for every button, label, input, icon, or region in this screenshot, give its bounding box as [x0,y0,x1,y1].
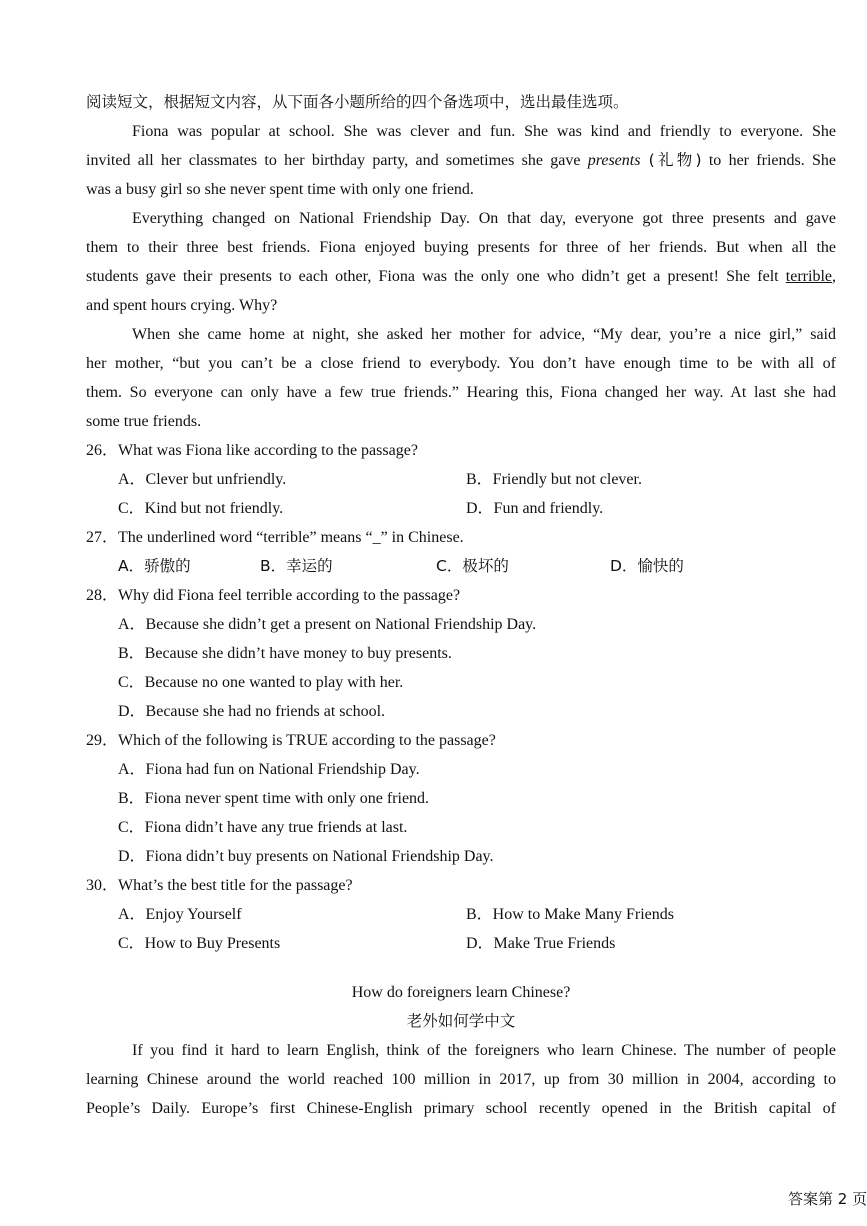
passage-line: If you find it hard to learn English, think of the foreigners who learn Chinese. The number of people [132,1042,836,1059]
option-c[interactable]: C．Kind but not friendly. [118,500,284,517]
passage-line: People’s Daily. Europe’s first Chinese-English primary school recently opened in the British capital of [86,1100,836,1117]
text-span: students gave their presents to each other, Fiona was the only one who didn’t get a present! She felt [86,268,786,285]
option-b[interactable]: B．Fiona never spent time with only one friend. [118,790,430,807]
chinese-gloss: (礼物) [640,151,702,169]
question-text: Why did Fiona feel terrible according to the passage? [118,587,461,604]
passage-line: learning Chinese around the world reached 100 million in 2017, up from 30 million in 2004, according to [86,1071,836,1088]
option-b[interactable]: B．How to Make Many Friends [466,906,674,923]
passage-line: was a busy girl so she never spent time with only one friend. [86,181,474,198]
passage-line: some true friends. [86,413,202,430]
question-number: 30． [86,877,119,894]
page-footer: 答案第 2 页 [788,1190,867,1208]
question-29 [86,726,836,871]
option-row [86,900,836,929]
text-span: to her friends. She [701,152,836,169]
question-26 [86,436,836,523]
passage-line: and spent hours crying. Why? [86,297,278,314]
question-number: 27． [86,529,119,546]
passage-title-chinese: 老外如何学中文 [406,1012,516,1030]
option-row [86,929,836,958]
question-number: 29． [86,732,119,749]
question-text: The underlined word “terrible” means “_” in Chinese. [118,529,464,546]
question-30 [86,871,836,958]
option-d[interactable]: D．Make True Friends [466,935,616,952]
option-c[interactable]: C．极坏的 [436,557,509,575]
passage-line: Everything changed on National Friendship Day. On that day, everyone got three presents and gave [132,210,836,227]
option-c[interactable]: C．Fiona didn’t have any true friends at last. [118,819,408,836]
passage-line: them. So everyone can only have a few true friends.” Hearing this, Fiona changed her way. At last she had [86,384,836,401]
option-c[interactable]: C．Because no one wanted to play with her. [118,674,404,691]
question-number: 26． [86,442,119,459]
underlined-word: terrible [785,268,832,285]
question-stem [86,726,836,755]
option-b[interactable]: B．幸运的 [260,557,333,575]
question-stem [86,871,836,900]
question-stem [86,523,836,552]
option-row [86,494,836,523]
option-d[interactable]: D．Because she had no friends at school. [118,703,386,720]
option-c[interactable]: C．How to Buy Presents [118,935,281,952]
question-number: 28． [86,587,119,604]
question-stem [86,436,836,465]
passage-line: When she came home at night, she asked her mother for advice, “My dear, you’re a nice girl,” said [132,326,836,343]
question-stem [86,581,836,610]
question-28 [86,581,836,726]
question-text: What was Fiona like according to the passage? [118,442,418,459]
text-span: invited all her classmates to her birthday party, and sometimes she gave [86,152,588,169]
option-b[interactable]: B．Because she didn’t have money to buy presents. [118,645,452,662]
option-d[interactable]: D．Fun and friendly. [466,500,604,517]
option-d[interactable]: D．Fiona didn’t buy presents on National Friendship Day. [118,848,494,865]
question-text: Which of the following is TRUE according to the passage? [118,732,496,749]
passage-line: Fiona was popular at school. She was clever and fun. She was kind and friendly to everyone. She [132,123,836,140]
passage-line: her mother, “but you can’t be a close friend to everybody. You don’t have enough time to be with all of [86,355,836,372]
question-27 [86,523,836,581]
option-a[interactable]: A．Clever but unfriendly. [118,471,287,488]
passage-1 [86,117,836,436]
option-b[interactable]: B．Friendly but not clever. [466,471,642,488]
document-page [86,88,836,1123]
option-a[interactable]: A．骄傲的 [118,557,191,575]
passage-line [86,146,836,175]
passage-line: them to their three best friends. Fiona enjoyed buying presents for three of her friends. But when all the [86,239,836,256]
option-d[interactable]: D．愉快的 [610,557,684,575]
option-a[interactable]: A．Fiona had fun on National Friendship Day. [118,761,420,778]
option-row [86,552,836,581]
option-a[interactable]: A．Enjoy Yourself [118,906,242,923]
option-row [86,465,836,494]
option-a[interactable]: A．Because she didn’t get a present on National Friendship Day. [118,616,537,633]
emphasized-word: presents [587,152,641,169]
question-text: What’s the best title for the passage? [118,877,353,894]
instruction: 阅读短文，根据短文内容，从下面各小题所给的四个备选项中，选出最佳选项。 [86,93,629,111]
passage-line [86,262,836,291]
text-span: , [832,268,836,285]
passage-title: How do foreigners learn Chinese? [351,984,571,1001]
passage-2 [86,978,836,1123]
